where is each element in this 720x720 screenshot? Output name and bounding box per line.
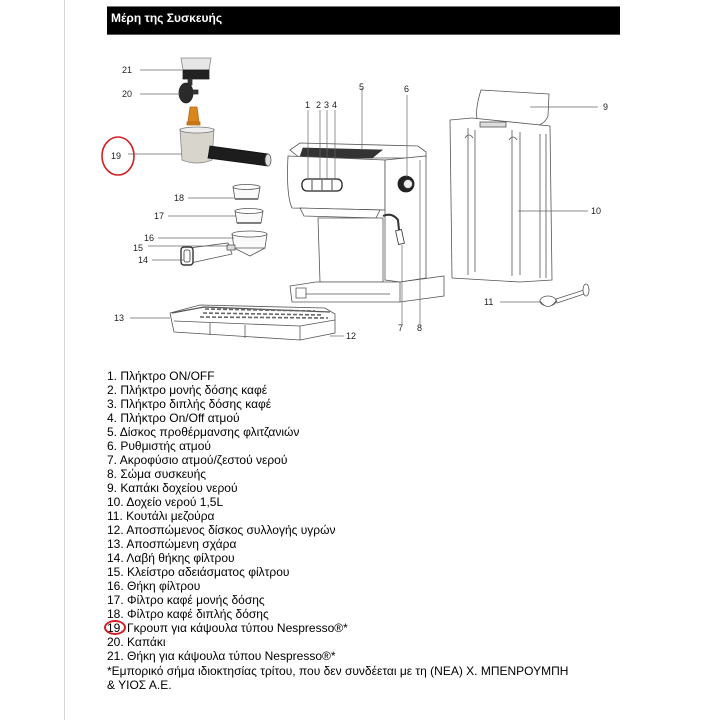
item-number: 16. [107, 579, 124, 593]
callout-17: 17 [154, 211, 165, 221]
list-item-highlighted [107, 621, 627, 635]
item-label: Δίσκος προθέρμανσης φλιτζανιών [117, 425, 300, 439]
item-label: Λαβή θήκης φίλτρου [123, 551, 235, 565]
section-title: Μέρη της Συσκευής [111, 11, 223, 25]
list-item [107, 523, 627, 537]
item-label: Πλήκτρο On/Off ατμού [117, 411, 240, 425]
callout-20: 20 [122, 89, 133, 99]
item-label: Φίλτρο καφέ διπλής δόσης [123, 607, 269, 621]
callout-21: 21 [122, 65, 133, 75]
item-number: 11. [107, 509, 123, 523]
list-item [107, 439, 627, 453]
page-margin-rule [64, 0, 65, 720]
item-label: Ρυθμιστής ατμού [117, 439, 211, 453]
item-label: Πλήκτρο ON/OFF [117, 369, 215, 383]
machine-drawing [288, 143, 445, 302]
item-number: 14. [107, 551, 124, 565]
list-item [107, 467, 627, 481]
callout-9: 9 [603, 102, 609, 112]
list-item [107, 481, 627, 495]
list-item [107, 509, 627, 523]
callout-2: 2 [316, 100, 322, 110]
capsule-drawing [187, 107, 200, 125]
callout-18: 18 [174, 193, 185, 203]
item-number: 2. [107, 383, 118, 397]
item-number: 5. [107, 425, 118, 439]
list-item [107, 607, 627, 621]
item-number-circled: 19. [107, 621, 124, 635]
item-number: 13. [107, 537, 124, 551]
list-item [107, 425, 627, 439]
item-label: Καπάκι [123, 635, 166, 649]
list-item [107, 635, 627, 649]
item-number: 9. [107, 481, 118, 495]
item-number: 18. [107, 607, 124, 621]
item-number: 21. [107, 649, 124, 663]
trademark-footnote: *Εμπορικό σήμα ιδιοκτησίας τρίτου, που δεν συνδέεται με τη (ΝΕΑ) Χ. ΜΠΕΝΡΟΥΜΠΗ & ΥΙΟΣ Α.Ε. [107, 664, 569, 692]
item-label: Θήκη για κάψουλα τύπου Nespresso®* [123, 649, 336, 663]
callout-10: 10 [591, 206, 602, 216]
item-number: 15. [107, 565, 124, 579]
capsule-group-drawing [180, 127, 271, 166]
cap-drawing [179, 79, 198, 103]
item-label: Δοχείο νερού 1,5L [123, 495, 224, 509]
callout-7: 7 [398, 323, 404, 333]
callout-6: 6 [404, 84, 410, 94]
list-item [107, 453, 627, 467]
item-label: Φίλτρο καφέ μονής δόσης [123, 593, 265, 607]
item-number: 1. [107, 369, 118, 383]
list-item [107, 565, 627, 579]
item-number: 4. [107, 411, 118, 425]
callout-11: 11 [484, 297, 494, 307]
list-item [107, 397, 627, 411]
item-label: Ακροφύσιο ατμού/ζεστού νερού [117, 453, 288, 467]
list-item [107, 649, 627, 663]
item-label: Κλείστρο αδειάσματος φίλτρου [123, 565, 290, 579]
single-filter-drawing [235, 209, 263, 224]
item-number: 12. [107, 523, 124, 537]
item-label: Γκρουπ για κάψουλα τύπου Nespresso®* [123, 621, 348, 635]
item-label: Σώμα συσκευής [117, 467, 207, 481]
item-number: 20. [107, 635, 124, 649]
item-label: Αποσπώμενη σχάρα [123, 537, 237, 551]
item-label: Πλήκτρο μονής δόσης καφέ [117, 383, 268, 397]
item-number: 17. [107, 593, 124, 607]
item-label: Θήκη φίλτρου [123, 579, 201, 593]
list-item [107, 551, 627, 565]
section-header [107, 6, 620, 35]
item-number: 7. [107, 453, 118, 467]
callout-4: 4 [332, 100, 338, 110]
callout-13: 13 [114, 313, 125, 323]
callout-15: 15 [133, 243, 144, 253]
callout-5: 5 [359, 82, 365, 92]
item-number: 8. [107, 467, 118, 481]
item-number: 3. [107, 397, 118, 411]
drip-grill-drawing [170, 305, 335, 340]
item-number: 6. [107, 439, 118, 453]
filter-holder-drawing [181, 231, 267, 265]
callout-14: 14 [138, 255, 149, 265]
callout-12: 12 [346, 331, 357, 341]
list-item [107, 411, 627, 425]
water-tank-drawing [450, 90, 552, 282]
parts-list [107, 369, 627, 692]
item-label: Πλήκτρο διπλής δόσης καφέ [117, 397, 272, 411]
list-item [107, 579, 627, 593]
item-label: Αποσπώμενος δίσκος συλλογής υγρών [123, 523, 336, 537]
list-item [107, 495, 627, 509]
callout-16: 16 [144, 233, 155, 243]
callout-3: 3 [324, 100, 330, 110]
measuring-spoon-drawing [540, 284, 589, 307]
callout-1: 1 [305, 100, 311, 110]
item-label: Κουτάλι μεζούρα [122, 509, 215, 523]
list-item [107, 369, 627, 383]
list-item [107, 593, 627, 607]
capsule-holder-drawing [181, 58, 211, 79]
callout-19: 19 [111, 151, 122, 161]
double-filter-drawing [233, 185, 260, 200]
parts-diagram [100, 50, 630, 350]
item-label: Καπάκι δοχείου νερού [117, 481, 238, 495]
callout-8: 8 [417, 323, 423, 333]
list-item [107, 537, 627, 551]
item-number: 10. [107, 495, 124, 509]
list-item [107, 383, 627, 397]
